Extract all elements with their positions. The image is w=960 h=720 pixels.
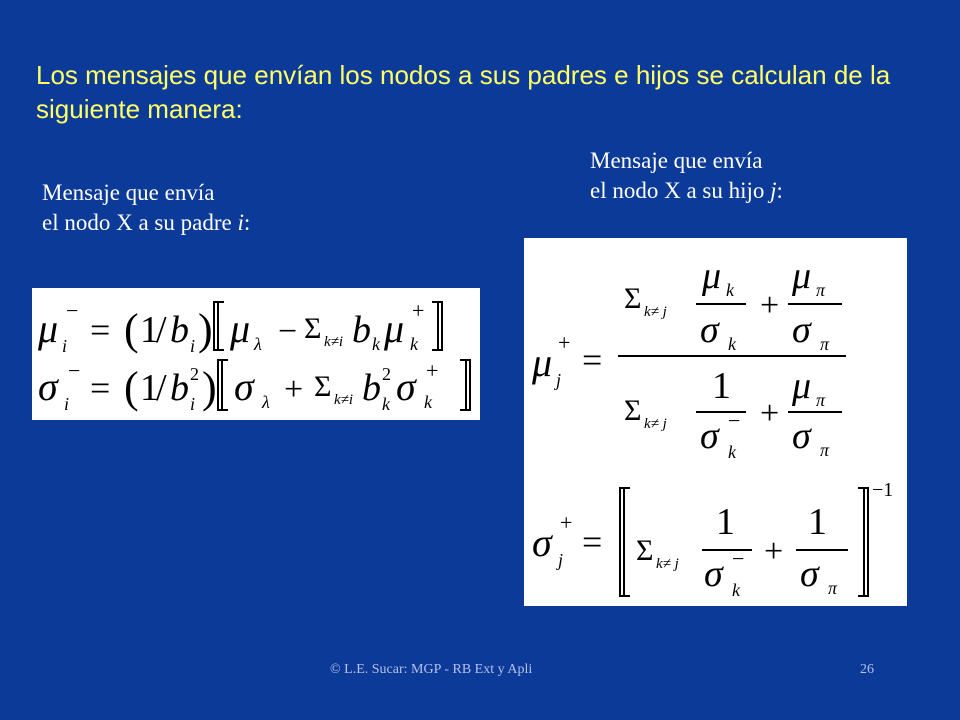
- svg-text:k≠i: k≠i: [334, 392, 354, 408]
- svg-text:1: 1: [716, 501, 735, 543]
- parent-formulas-svg: [32, 288, 480, 420]
- child-message-caption: [590, 146, 783, 206]
- svg-text:k≠i: k≠i: [324, 334, 344, 350]
- child-sigma-formula: [532, 479, 893, 600]
- svg-text:/: /: [156, 367, 167, 409]
- child-mu-formula: [531, 255, 846, 462]
- child-message-formulas: [524, 238, 907, 606]
- svg-text:σ: σ: [38, 364, 58, 409]
- svg-text:σ: σ: [800, 553, 819, 595]
- svg-text:i: i: [64, 394, 70, 414]
- svg-text:(: (: [124, 363, 139, 412]
- svg-text:2: 2: [382, 364, 391, 384]
- parent-caption-line2: el nodo X a su padre i:: [42, 210, 251, 235]
- svg-text:+: +: [284, 371, 304, 408]
- svg-text:μ: μ: [702, 255, 722, 297]
- svg-text:1: 1: [808, 501, 827, 543]
- svg-text:(: (: [124, 305, 139, 354]
- svg-text:=: =: [582, 522, 603, 562]
- footer-credit: © L.E. Sucar: MGP - RB Ext y Apli: [330, 662, 533, 677]
- svg-text:i: i: [190, 394, 196, 414]
- svg-text:λ: λ: [262, 392, 270, 412]
- svg-text:+: +: [558, 330, 571, 355]
- svg-text:−: −: [728, 408, 741, 433]
- svg-text:1: 1: [712, 365, 731, 407]
- svg-text:Σ: Σ: [314, 370, 332, 403]
- svg-text:=: =: [90, 310, 111, 350]
- svg-text:k≠ j: k≠ j: [644, 304, 667, 320]
- svg-text:Σ: Σ: [636, 534, 654, 567]
- svg-text:σ: σ: [700, 309, 719, 351]
- svg-text:Σ: Σ: [624, 282, 642, 315]
- svg-text:k: k: [382, 394, 390, 414]
- page-number: 26: [860, 662, 874, 677]
- svg-text:k≠ j: k≠ j: [644, 416, 667, 432]
- svg-text:π: π: [816, 390, 826, 410]
- svg-text:=: =: [90, 368, 111, 408]
- svg-text:k: k: [410, 334, 418, 354]
- svg-text:π: π: [820, 440, 830, 460]
- svg-text:/: /: [156, 309, 167, 351]
- parent-mu-formula: [37, 298, 442, 356]
- parent-message-caption: [42, 178, 250, 238]
- svg-text:k: k: [424, 392, 432, 412]
- child-caption-line1: Mensaje que envía: [590, 148, 763, 173]
- svg-text:=: =: [582, 340, 603, 380]
- svg-text:−: −: [66, 298, 79, 323]
- svg-text:μ: μ: [38, 306, 59, 351]
- svg-text:b: b: [170, 367, 189, 409]
- parent-message-formulas: [32, 288, 480, 420]
- svg-text:μ: μ: [384, 306, 405, 351]
- svg-text:−: −: [278, 313, 298, 350]
- svg-text:−: −: [68, 358, 81, 383]
- svg-text:2: 2: [190, 364, 199, 384]
- svg-text:σ: σ: [792, 415, 811, 457]
- svg-text:): ): [202, 363, 217, 412]
- parent-sigma-formula: [38, 358, 470, 414]
- svg-text:k≠ j: k≠ j: [656, 556, 679, 572]
- svg-text:+: +: [412, 298, 425, 323]
- svg-text:λ: λ: [254, 334, 262, 354]
- svg-text:k: k: [728, 334, 736, 354]
- svg-text:b: b: [352, 309, 371, 351]
- svg-text:σ: σ: [792, 309, 811, 351]
- svg-text:+: +: [764, 533, 784, 570]
- svg-text:σ: σ: [700, 415, 719, 457]
- svg-text:i: i: [190, 336, 196, 356]
- svg-text:k: k: [372, 334, 380, 354]
- svg-text:j: j: [556, 370, 562, 390]
- svg-text:k: k: [732, 580, 740, 600]
- svg-text:−1: −1: [872, 479, 894, 501]
- svg-text:μ: μ: [532, 340, 553, 385]
- svg-text:Σ: Σ: [624, 394, 642, 427]
- svg-text:μ: μ: [230, 306, 251, 351]
- svg-text:): ): [198, 305, 213, 354]
- parent-caption-line1: Mensaje que envía: [42, 180, 215, 205]
- svg-text:σ: σ: [704, 553, 723, 595]
- child-caption-line2: el nodo X a su hijo j:: [590, 178, 783, 203]
- slide-title: Los mensajes que envían los nodos a sus padres e hijos se calculan de la siguiente manera:: [36, 60, 891, 124]
- svg-text:1: 1: [140, 367, 159, 409]
- svg-text:π: π: [820, 334, 830, 354]
- svg-text:σ: σ: [396, 364, 416, 409]
- svg-text:μ: μ: [792, 255, 812, 297]
- svg-text:1: 1: [140, 309, 159, 351]
- svg-text:k: k: [728, 442, 736, 462]
- svg-text:b: b: [170, 309, 189, 351]
- svg-text:+: +: [426, 358, 439, 383]
- svg-text:k: k: [726, 280, 734, 300]
- svg-text:π: π: [828, 578, 838, 598]
- svg-text:μ: μ: [792, 365, 812, 407]
- svg-text:+: +: [760, 395, 780, 432]
- svg-text:+: +: [560, 510, 573, 535]
- svg-text:j: j: [558, 550, 564, 570]
- svg-text:+: +: [760, 287, 780, 324]
- svg-text:i: i: [62, 336, 68, 356]
- svg-text:Σ: Σ: [304, 312, 322, 345]
- svg-text:−: −: [732, 546, 745, 571]
- svg-text:σ: σ: [234, 364, 254, 409]
- svg-text:σ: σ: [532, 520, 552, 565]
- svg-text:b: b: [362, 367, 381, 409]
- svg-text:π: π: [816, 280, 826, 300]
- child-formulas-svg: [524, 238, 907, 606]
